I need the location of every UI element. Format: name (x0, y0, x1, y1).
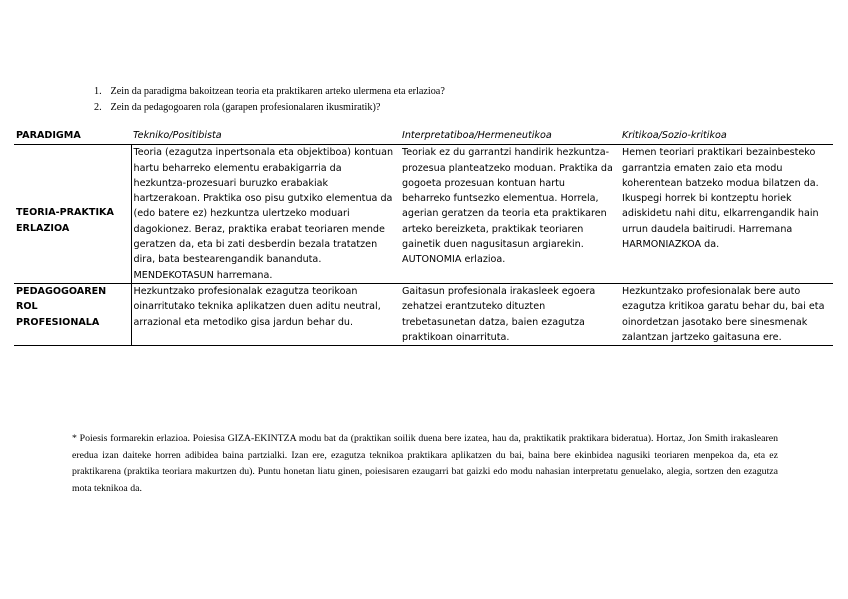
question-item (94, 84, 794, 100)
header-kritikoa: Kritikoa/Sozio-kritikoa (620, 126, 833, 145)
question-list (94, 84, 794, 116)
row-label-line: TEORIA-PRAKTIKA (16, 207, 114, 219)
table-row (14, 283, 833, 345)
cell-kritikoa-rola: Hezkuntzako profesionalak bere auto ezagutza kritikoa garatu behar du, bai eta oinordetzan jasotako bere sinesmenak zalantzan jartzeko gaitasuna ere. (620, 283, 833, 345)
row-label-line: PROFESIONALA (16, 316, 100, 328)
table-header-row (14, 126, 833, 145)
question-text: Zein da pedagogoaren rola (garapen profesionalaren ikusmiratik)? (110, 102, 381, 113)
cell-kritikoa-relation: Hemen teoriari praktikari bezainbesteko garrantzia ematen zaio eta modu koherentean batzeko modua bilatzen da. Ikuspegi horrek bi kontzeptu horiek adiskidetu nahi ditu, elkarrengandik hain urrun daudela baitirudi. Harremana HARMONIAZKOA da. (620, 145, 833, 284)
row-label-line: PEDAGOGOAREN (16, 285, 107, 297)
cell-tekniko-rola: Hezkuntzako profesionalak ezagutza teorikoan oinarritutako teknika aplikatzen duen aditu neutral, arrazional eta metodiko gisa jardun behar du. (131, 283, 400, 345)
question-text: Zein da paradigma bakoitzean teoria eta praktikaren arteko ulermena eta erlazioa? (110, 86, 445, 97)
row-label-line: ROL (16, 301, 38, 313)
cell-interpretatiboa-rola: Gaitasun profesionala irakasleek egoera zehatzei erantzuteko dituzten trebetasunetan datza, baien ezagutza praktikoan oinarrituta. (400, 283, 620, 345)
question-item (94, 100, 794, 116)
paradigm-table (14, 126, 833, 346)
question-number: 1. (94, 86, 102, 97)
footnote: * Poiesis formarekin erlazioa. Poiesisa GIZA-EKINTZA modu bat da (praktikan soilik duena bere izatea, hau da, praktikatik praktikara bideratua). Hortaz, Jon Smith irakaslearen eredua izan daiteke horren adibidea baina partzialki. Izan ere, ezagutza teknikoa praktikara aplikatzen du bai, baina bere ekinbidea nagusiki teoriaren menpekoa da, eta ez praktikarena (praktika teoriara makurtzen du). Puntu honetan liatu ginen, poiesisaren ezaugarri bat gaizki edo modu nahasian interpretatu genuelako, alegia, sortzen den ezagutza mota teknikoa da. (72, 433, 778, 494)
table-row (14, 145, 833, 284)
header-tekniko: Tekniko/Positibista (131, 126, 400, 145)
header-interpretatiboa: Interpretatiboa/Hermeneutikoa (400, 126, 620, 145)
question-number: 2. (94, 102, 102, 113)
cell-interpretatiboa-relation: Teoriak ez du garrantzi handirik hezkuntza-prozesua planteatzeko moduan. Praktika da gogoeta prozesuan kontuan hartu beharreko funtsezko elementua. Horrela, agerian geratzen da teoria eta praktikaren arteko bereizketa, praktikak teoriaren gainetik duen nagusitasun argiarekin. AUTONOMIA erlazioa. (400, 145, 620, 284)
header-paradigma: PARADIGMA (14, 126, 131, 145)
row-label-teoria-praktika (14, 145, 131, 284)
row-label-pedagogo-rola (14, 283, 131, 345)
row-label-line: ERLAZIOA (16, 222, 70, 234)
cell-tekniko-relation: Teoria (ezagutza inpertsonala eta objektiboa) kontuan hartu beharreko elementu erabakigarria da hezkuntza-prozesuari buruzko erabakiak hartzerakoan. Praktika oso pisu gutxiko elementua da (edo batere ez) hezkuntza ulertzeko moduari dagokionez. Beraz, praktika erabat teoriaren mende geratzen da, eta bi zati desberdin bezala tratatzen dira, bata bestearengandik banandutа. MENDEKOTASUN harremana. (131, 145, 400, 284)
